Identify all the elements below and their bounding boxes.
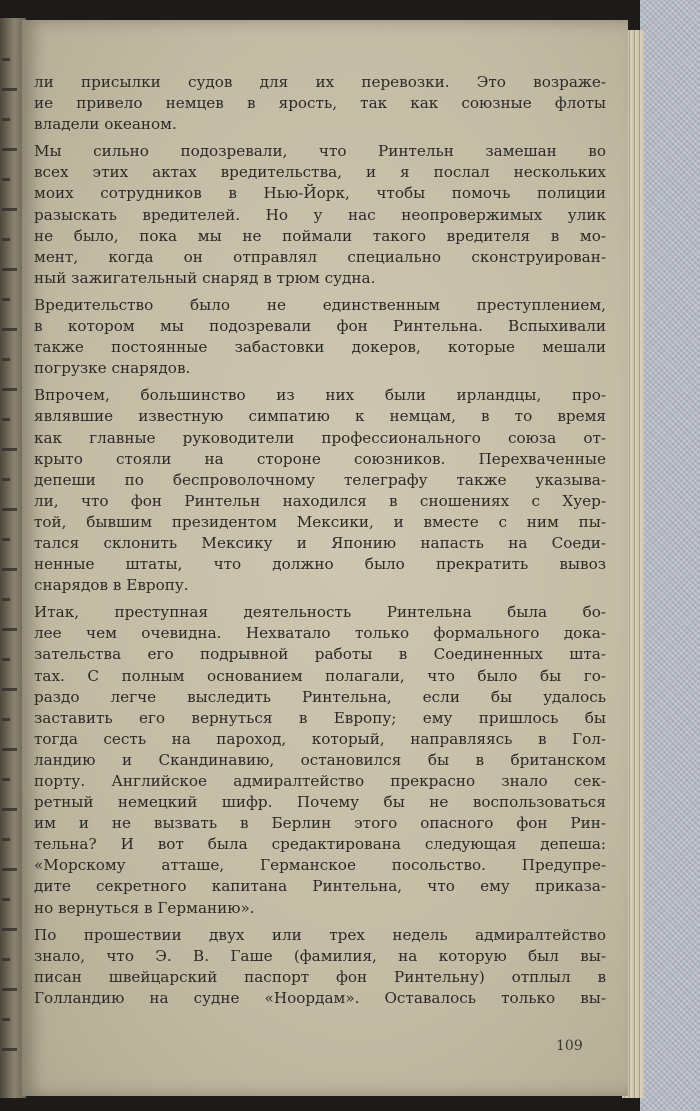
previous-page-text-mark: [2, 718, 10, 721]
text-line: Мы сильно подозревали, что Ринтельн замешан во: [34, 142, 606, 161]
previous-page-text-mark: [2, 88, 17, 91]
text-line: снарядов в Европу.: [34, 576, 189, 595]
previous-page-text-mark: [2, 928, 17, 931]
text-line: но вернуться в Германию».: [34, 898, 255, 917]
text-line: погрузке снарядов.: [34, 359, 191, 378]
previous-page-text-mark: [2, 868, 17, 871]
text-line: тельна? И вот была средактирована следующая депеша:: [34, 835, 606, 854]
text-line: раздо легче выследить Ринтельна, если бы удалось: [34, 687, 606, 706]
text-line: знало, что Э. В. Гаше (фамилия, на которую был вы-: [34, 946, 606, 965]
text-line: Впрочем, большинство из них были ирландцы, про-: [34, 386, 606, 405]
previous-page-text-mark: [2, 388, 17, 391]
text-line: Голландию на судне «Ноордам». Оставалось только вы-: [34, 988, 606, 1007]
text-line: мент, когда он отправлял специально сконструирован-: [34, 247, 606, 266]
text-line: Итак, преступная деятельность Ринтельна была бо-: [34, 603, 606, 622]
previous-page-text-mark: [2, 658, 10, 661]
text-line: разыскать вредителей. Но у нас неопровержимых улик: [34, 205, 606, 224]
previous-page-text-mark: [2, 58, 10, 61]
text-line: лее чем очевидна. Нехватало только формального дока-: [34, 624, 606, 643]
previous-page-text-mark: [2, 148, 17, 151]
text-line: писан швейцарский паспорт фон Ринтельну) отплыл в: [34, 967, 606, 986]
previous-page-text-mark: [2, 478, 10, 481]
previous-page-text-mark: [2, 628, 17, 631]
text-line: зательства его подрывной работы в Соединенных шта-: [34, 645, 606, 664]
text-line: также постоянные забастовки докеров, которые мешали: [34, 338, 606, 357]
text-line: всех этих актах вредительства, и я послал нескольких: [34, 163, 606, 182]
book-page: [22, 20, 628, 1096]
previous-page-text-mark: [2, 118, 10, 121]
previous-page-text-mark: [2, 1048, 17, 1051]
text-line: являвшие известную симпатию к немцам, в то время: [34, 407, 606, 426]
text-line: ландию и Скандинавию, остановился бы в британском: [34, 750, 606, 769]
previous-page-text-mark: [2, 508, 17, 511]
previous-page-text-mark: [2, 568, 17, 571]
page-number: 109: [556, 1038, 583, 1054]
previous-page-text-mark: [2, 358, 10, 361]
text-line: ненные штаты, что должно было прекратить вывоз: [34, 555, 606, 574]
previous-page-text-mark: [2, 838, 10, 841]
text-line: Вредительство было не единственным преступлением,: [34, 295, 606, 314]
text-line: ие привело немцев в ярость, так как союзные флоты: [34, 94, 606, 113]
previous-page-text-mark: [2, 208, 17, 211]
text-line: заставить его вернуться в Европу; ему пришлось бы: [34, 708, 606, 727]
background-cloth: [640, 0, 700, 1111]
previous-page-text-mark: [2, 238, 10, 241]
previous-page-text-mark: [2, 178, 10, 181]
text-line: По прошествии двух или трех недель адмиралтейство: [34, 925, 606, 944]
text-line: ли, что фон Ринтельн находился в сношениях с Хуер-: [34, 491, 606, 510]
previous-page-text-mark: [2, 298, 10, 301]
previous-page-text-mark: [2, 808, 17, 811]
text-line: владели океаном.: [34, 115, 177, 134]
text-line: в котором мы подозревали фон Ринтельна. Вспыхивали: [34, 317, 606, 336]
previous-page-text-mark: [2, 748, 17, 751]
previous-page-text-mark: [2, 688, 17, 691]
text-line: им и не вызвать в Берлин этого опасного фон Рин-: [34, 814, 606, 833]
text-line: моих сотрудников в Нью-Йорк, чтобы помочь полиции: [34, 184, 606, 203]
text-line: ли присылки судов для их перевозки. Это возраже-: [34, 73, 606, 91]
previous-page-text-mark: [2, 958, 10, 961]
text-line: «Морскому атташе, Германское посольство. Предупре-: [34, 856, 606, 875]
previous-page-text-mark: [2, 598, 10, 601]
previous-page-text-mark: [2, 418, 10, 421]
previous-page-text-mark: [2, 328, 17, 331]
previous-page-text-mark: [2, 538, 10, 541]
previous-page-text-mark: [2, 448, 17, 451]
text-line: ретный немецкий шифр. Почему бы не воспользоваться: [34, 793, 606, 812]
text-line: дите секретного капитана Ринтельна, что ему приказа-: [34, 877, 606, 896]
previous-page-text-mark: [2, 268, 17, 271]
text-line: как главные руководители профессионального союза от-: [34, 428, 606, 447]
previous-page-text-mark: [2, 778, 10, 781]
text-line: тался склонить Мексику и Японию напасть на Соеди-: [34, 533, 606, 552]
text-line: ный зажигательный снаряд в трюм судна.: [34, 268, 376, 287]
text-line: тогда сесть на пароход, который, направляясь в Гол-: [34, 729, 606, 748]
text-line: порту. Английское адмиралтейство прекрасно знало сек-: [34, 772, 606, 790]
text-line: не было, пока мы не поймали такого вредителя в мо-: [34, 226, 606, 245]
previous-page-text-mark: [2, 988, 17, 991]
previous-page-text-mark: [2, 1018, 10, 1021]
text-line: крыто стояли на стороне союзников. Перехваченные: [34, 449, 606, 468]
text-line: той, бывшим президентом Мексики, и вместе с ним пы-: [34, 512, 606, 531]
text-line: тах. С полным основанием полагали, что было бы го-: [34, 666, 606, 685]
page-text: [34, 72, 606, 1009]
text-line: депеши по беспроволочному телеграфу также указыва-: [34, 470, 606, 489]
previous-page-text-mark: [2, 898, 10, 901]
